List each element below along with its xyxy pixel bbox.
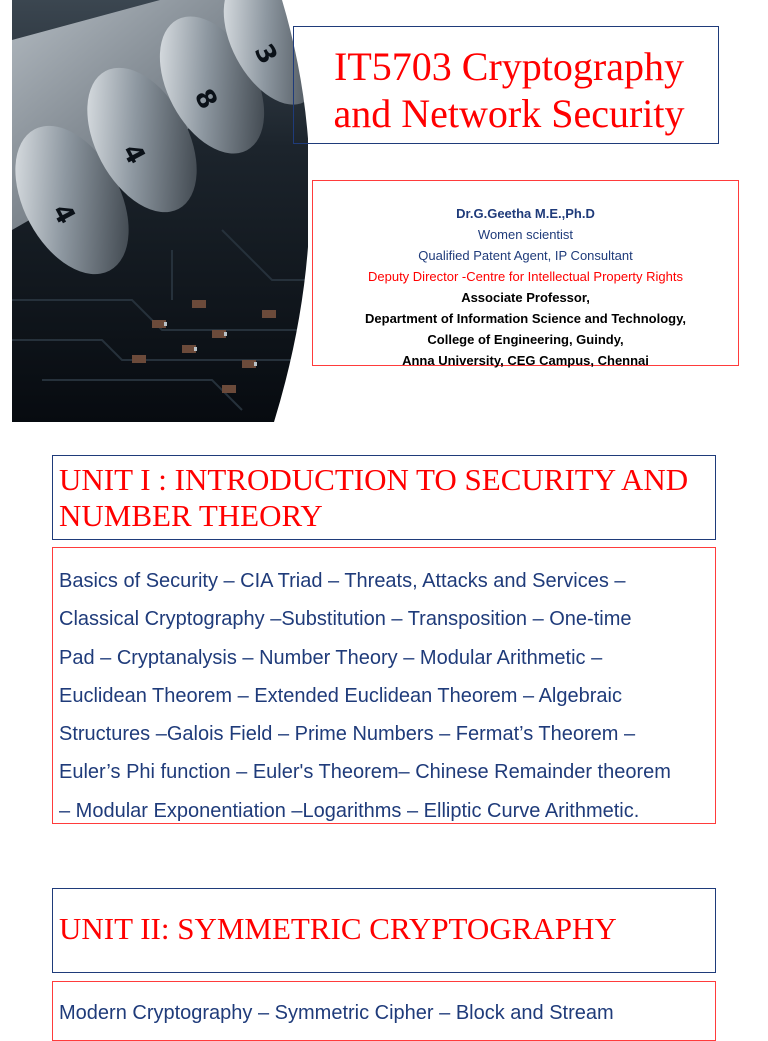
author-box: [312, 180, 739, 366]
unit-2-heading-line-1: UNIT II: SYMMETRIC CRYPTOGRAPHY: [59, 911, 617, 946]
title-box: [293, 26, 719, 144]
unit-1-heading: [52, 455, 716, 540]
author-role-3: Deputy Director -Centre for Intellectual Property Rights: [367, 269, 683, 284]
unit-1-line: Basics of Security – CIA Triad – Threats, Attacks and Services –: [59, 570, 626, 592]
unit-1-line: Euler’s Phi function – Euler's Theorem– Chinese Remainder theorem: [59, 761, 671, 784]
course-title: [304, 43, 714, 137]
unit-1-line: Euclidean Theorem – Extended Euclidean Theorem – Algebraic: [59, 684, 622, 707]
svg-text:4: 4: [115, 139, 151, 170]
author-department: Department of Information Science and Technology,: [365, 311, 686, 326]
author-role-1: Women scientist: [477, 227, 574, 242]
unit-1-line: Structures –Galois Field – Prime Numbers – Fermat’s Theorem –: [59, 723, 636, 746]
author-role-2: Qualified Patent Agent, IP Consultant: [418, 248, 633, 263]
course-title-line-1: IT5703 Cryptography: [334, 44, 684, 89]
unit-1-heading-line-1: UNIT I : INTRODUCTION TO SECURITY AND: [59, 462, 689, 497]
unit-1-line: – Modular Exponentiation –Logarithms – Elliptic Curve Arithmetic.: [59, 799, 640, 822]
author-university: Anna University, CEG Campus, Chennai: [402, 353, 649, 368]
svg-text:4: 4: [45, 199, 81, 230]
unit-2-syllabus: [52, 981, 716, 1041]
unit-2-line: Modern Cryptography – Symmetric Cipher – Block and Stream: [59, 1002, 614, 1024]
unit-1-line: Pad – Cryptanalysis – Number Theory – Modular Arithmetic –: [59, 646, 603, 669]
author-position: Associate Professor,: [461, 290, 590, 305]
svg-text:8: 8: [187, 84, 223, 115]
combination-lock-image: [12, 0, 308, 422]
author-college: College of Engineering, Guindy,: [427, 332, 624, 347]
course-title-line-2: and Network Security: [333, 91, 685, 136]
author-name: Dr.G.Geetha M.E.,Ph.D: [456, 206, 595, 221]
unit-1-line: Classical Cryptography –Substitution – Transposition – One-time: [59, 608, 632, 631]
svg-text:3: 3: [247, 39, 283, 70]
unit-1-heading-line-2: NUMBER THEORY: [59, 498, 323, 533]
unit-1-syllabus: [52, 547, 716, 824]
unit-2-heading: [52, 888, 716, 973]
hero-image: [12, 0, 308, 422]
